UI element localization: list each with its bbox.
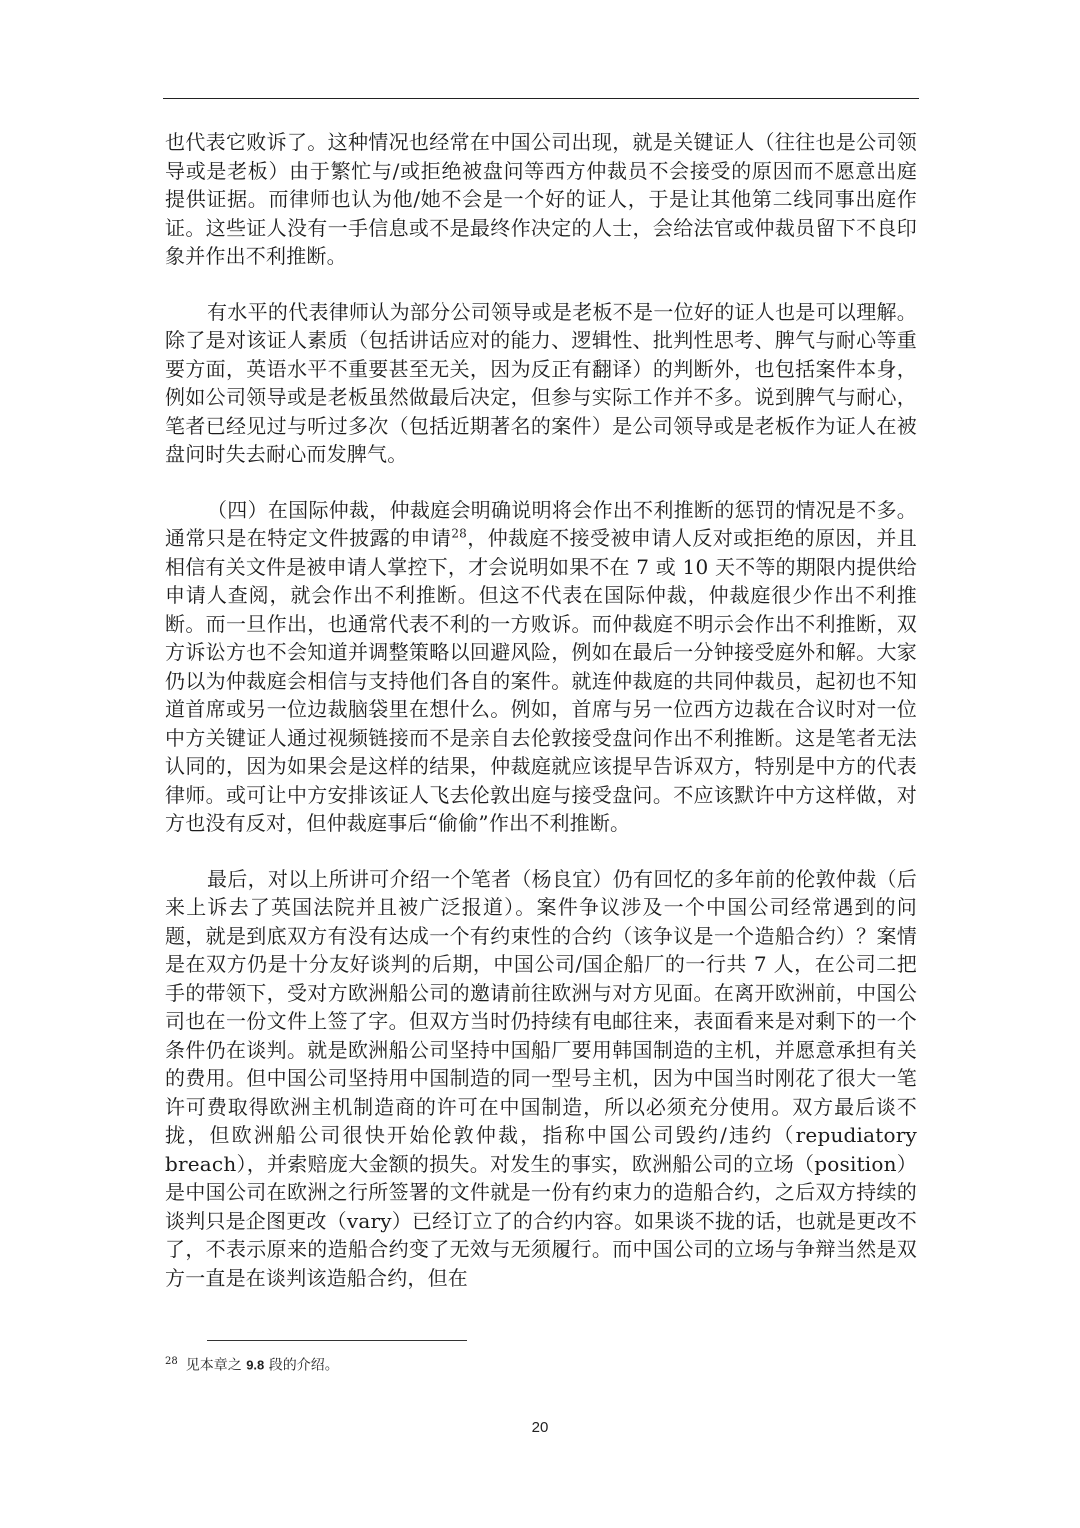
paragraph-4: 最后，对以上所讲可介绍一个笔者（杨良宜）仍有回忆的多年前的伦敦仲裁（后来上诉去了英国法院并且被广泛报道）。案件争议涉及一个中国公司经常遇到的问题，就是到底双方有没有达成一个有约束性的合约（该争议是一个造船合约）？案情是在双方仍是十分友好谈判的后期，中国公司/国企船厂的一行共 7 人，在公司二把手的带领下，受对方欧洲船公司的邀请前往欧洲与对方见面。在离开欧洲前，中国公司也在一份文件上签了字。但双方当时仍持续有电邮往来，表面看来是对剩下的一个条件仍在谈判。就是欧洲船公司坚持中国船厂要用韩国制造的主机，并愿意承担有关的费用。但中国公司坚持用中国制造的同一型号主机，因为中国当时刚花了很大一笔许可费取得欧洲主机制造商的许可在中国制造，所以必须充分使用。双方最后谈不拢，但欧洲船公司很快开始伦敦仲裁，指称中国公司毁约/违约（repudiatory breach），并索赔庞大金额的损失。对发生的事实，欧洲船公司的立场（position）是中国公司在欧洲之行所签署的文件就是一份有约束力的造船合约，之后双方持续的谈判只是企图更改（vary）已经订立了的合约内容。如果谈不拢的话，也就是更改不了，不表示原来的造船合约变了无效与无须履行。而中国公司的立场与争辩当然是双方一直是在谈判该造船合约，但在 — [165, 866, 917, 1290]
footnote-text-after: 段的介绍。 — [264, 1357, 339, 1374]
paragraph-3-part-1: （四）在国际仲裁，仲裁庭会明确说明将会作出不利推断的惩罚的情况是不多。通常只是在特定文件披露的申请 — [165, 497, 917, 550]
footnote-separator — [207, 1340, 467, 1341]
footnote-text-before: 见本章之 — [185, 1357, 247, 1374]
paragraph-3-part-2: ，仲裁庭不接受被申请人反对或拒绝的原因，并且相信有关文件是被申请人掌控下，才会说明如果不在 7 或 10 天不等的期限内提供给申请人查阅，就会作出不利推断。但这不代表在国际仲裁，仲裁庭很少作出不利推断。而一旦作出，也通常代表不利的一方败诉。而仲裁庭不明示会作出不利推断，双方诉讼方也不会知道并调整策略以回避风险，例如在最后一分钟接受庭外和解。大家仍以为仲裁庭会相信与支持他们各自的案件。就连仲裁庭的共同仲裁员，起初也不知道首席或另一位边裁脑袋里在想什么。例如，首席与另一位西方边裁在合议时对一位中方关键证人通过视频链接而不是亲自去伦敦接受盘问作出不利推断。这是笔者无法认同的，因为如果会是这样的结果，仲裁庭就应该提早告诉双方，特别是中方的代表律师。或可让中方安排该证人飞去伦敦出庭与接受盘问。不应该默许中方这样做，对方也没有反对，但仲裁庭事后“偷偷”作出不利推断。 — [165, 526, 917, 835]
footnote-section-ref: 9.8 — [246, 1357, 265, 1373]
page-number: 20 — [531, 1419, 549, 1436]
footnote-reference[interactable]: 28 — [451, 526, 468, 541]
paragraph-3 — [165, 496, 917, 838]
paragraph-1: 也代表它败诉了。这种情况也经常在中国公司出现，就是关键证人（往往也是公司领导或是老板）由于繁忙与/或拒绝被盘问等西方仲裁员不会接受的原因而不愿意出庭提供证据。而律师也认为他/她不会是一个好的证人，于是让其他第二线同事出庭作证。这些证人没有一手信息或不是最终作决定的人士，会给法官或仲裁员留下不良印象并作出不利推断。 — [165, 130, 917, 268]
paragraph-2: 有水平的代表律师认为部分公司领导或是老板不是一位好的证人也是可以理解。除了是对该证人素质（包括讲话应对的能力、逻辑性、批判性思考、脾气与耐心等重要方面，英语水平不重要甚至无关，因为反正有翻译）的判断外，也包括案件本身，例如公司领导或是老板虽然做最后决定，但参与实际工作并不多。说到脾气与耐心，笔者已经见过与听过多次（包括近期著名的案件）是公司领导或是老板作为证人在被盘问时失去耐心而发脾气。 — [165, 299, 917, 466]
body-text — [165, 128, 917, 1292]
header-rule — [163, 98, 919, 99]
footnote-number: 28 — [165, 1356, 178, 1367]
footnote — [165, 1352, 917, 1376]
